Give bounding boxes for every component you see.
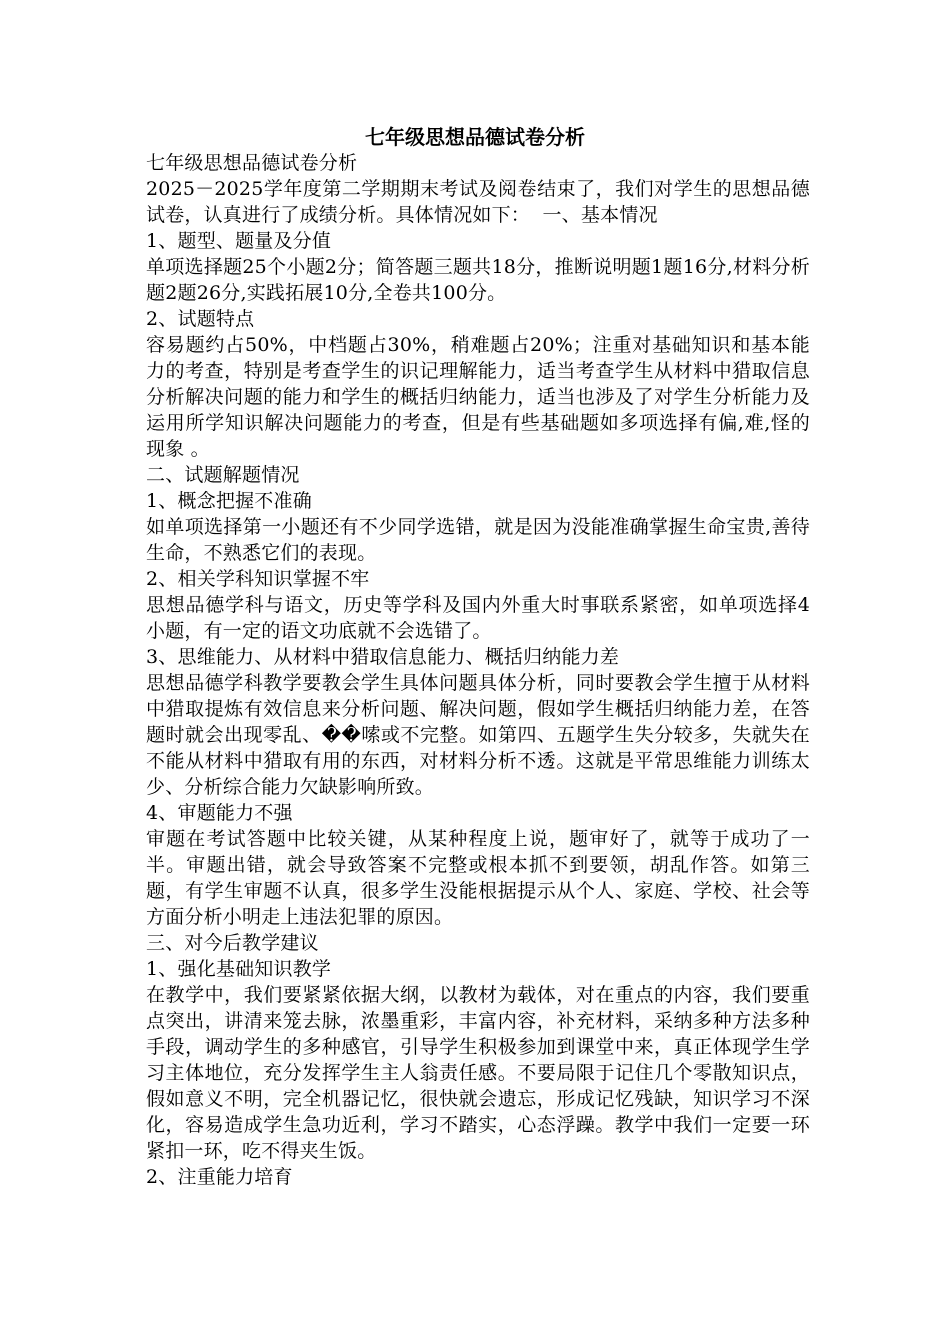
section-heading: 3、思维能力、从材料中猎取信息能力、概括归纳能力差 (146, 646, 620, 668)
section-heading: 1、概念把握不准确 (146, 490, 312, 512)
paragraph: 如单项选择第一小题还有不少同学选错，就是因为没能准确掌握生命宝贵,善待生命，不熟悉它们的表现。 (146, 516, 810, 564)
document-body (146, 150, 810, 1190)
paragraph: 单项选择题25个小题2分；简答题三题共18分，推断说明题1题16分,材料分析题2题26分,实践拓展10分,全卷共100分。 (146, 256, 810, 304)
section-heading: 1、题型、题量及分值 (146, 230, 332, 252)
section-heading: 4、审题能力不强 (146, 802, 293, 824)
section-heading: 二、试题解题情况 (146, 464, 300, 486)
paragraph: 容易题约占50%，中档题占30%，稍难题占20%；注重对基础知识和基本能力的考查，特别是考查学生的识记理解能力，适当考查学生从材料中猎取信息分析解决问题的能力和学生的概括归纳能力，适当也涉及了对学生分析能力及运用所学知识解决问题能力的考查，但是有些基础题如多项选择有偏,难,怪的现象 。 (146, 334, 810, 460)
paragraph: 2025－2025学年度第二学期期末考试及阅卷结束了，我们对学生的思想品德试卷，认真进行了成绩分析。具体情况如下： 一、基本情况 (146, 178, 810, 226)
section-heading: 2、试题特点 (146, 308, 255, 330)
paragraph: 思想品德学科与语文，历史等学科及国内外重大时事联系紧密，如单项选择4小题，有一定的语文功底就不会选错了。 (146, 594, 810, 642)
document-title: 七年级思想品德试卷分析 (365, 125, 585, 149)
section-heading: 1、强化基础知识教学 (146, 958, 332, 980)
paragraph: 在教学中，我们要紧紧依据大纲，以教材为载体，对在重点的内容，我们要重点突出，讲清来笼去脉，浓墨重彩，丰富内容，补充材料，采纳多种方法多种手段，调动学生的多种感官，引导学生积极参加到课堂中来，真正体现学生学习主体地位，充分发挥学生主人翁责任感。不要局限于记住几个零散知识点，假如意义不明，完全机器记忆，很快就会遗忘，形成记忆残缺，知识学习不深化，容易造成学生急功近利，学习不踏实，心态浮躁。教学中我们一定要一环紧扣一环，吃不得夹生饭。 (146, 984, 810, 1162)
section-heading: 2、注重能力培育 (146, 1166, 293, 1188)
paragraph: 七年级思想品德试卷分析 (146, 152, 358, 174)
paragraph: 思想品德学科教学要教会学生具体问题具体分析，同时要教会学生擅于从材料中猎取提炼有效信息来分析问题、解决问题，假如学生概括归纳能力差，在答题时就会出现零乱、��嗦或不完整。如第四、五题学生失分较多，失就失在不能从材料中猎取有用的东西，对材料分析不透。这就是平常思维能力训练太少、分析综合能力欠缺影响所致。 (146, 672, 810, 798)
section-heading: 2、相关学科知识掌握不牢 (146, 568, 370, 590)
paragraph: 审题在考试答题中比较关键，从某种程度上说，题审好了，就等于成功了一半。审题出错，就会导致答案不完整或根本抓不到要领，胡乱作答。如第三题，有学生审题不认真，很多学生没能根据提示从个人、家庭、学校、社会等方面分析小明走上违法犯罪的原因。 (146, 828, 810, 928)
section-heading: 三、对今后教学建议 (146, 932, 319, 954)
